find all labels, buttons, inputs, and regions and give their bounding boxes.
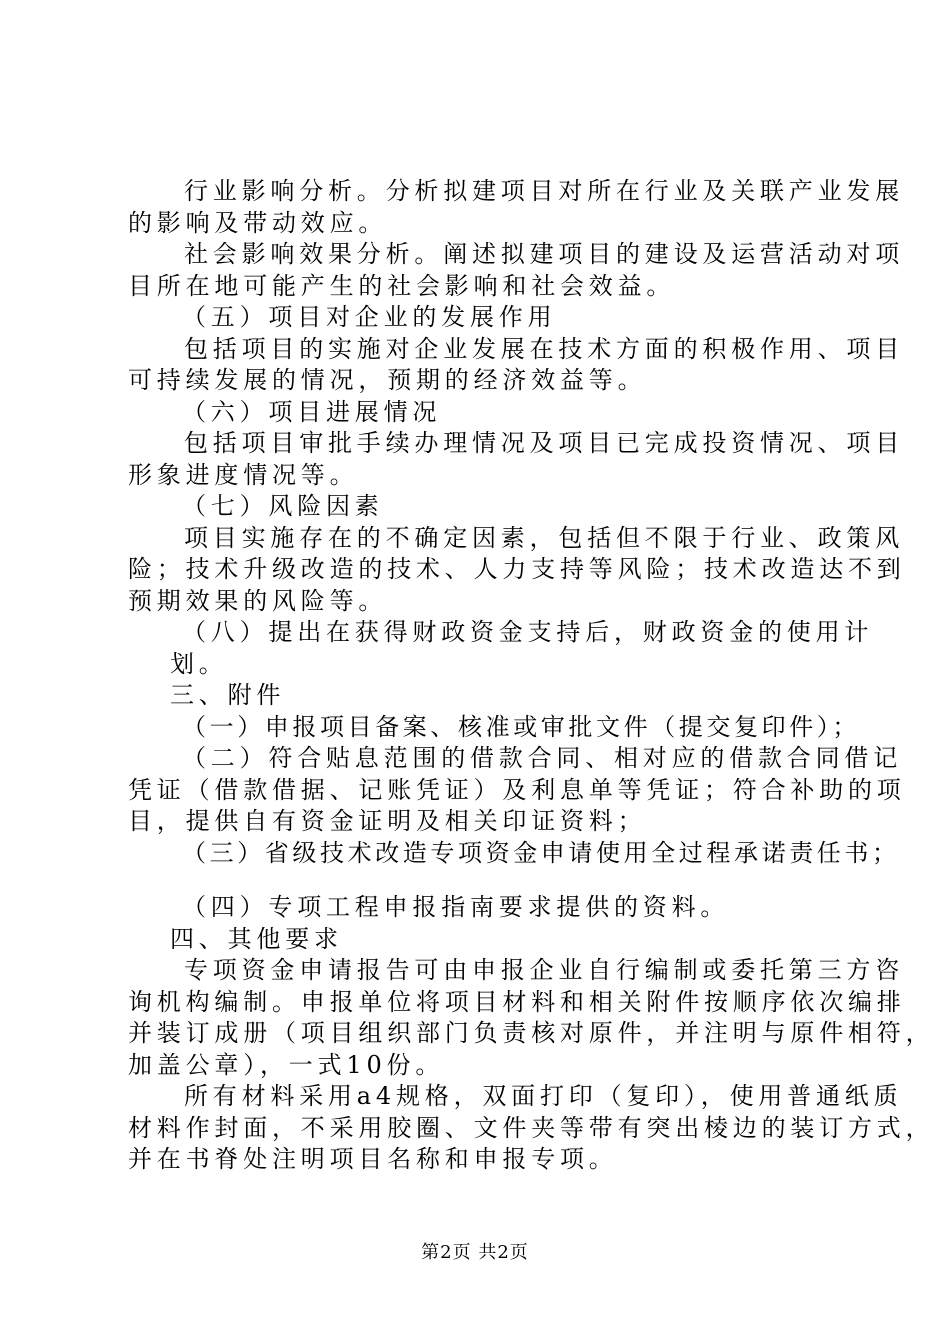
section-heading: （五）项目对企业的发展作用 bbox=[182, 303, 557, 331]
section-heading: 三、附件 bbox=[170, 681, 286, 709]
section-heading: （八）提出在获得财政资金支持后，财政资金的使用计 bbox=[182, 618, 874, 646]
paragraph-line: 社会影响效果分析。阐述拟建项目的建设及运营活动对项 bbox=[184, 240, 904, 268]
list-item: （三）省级技术改造专项资金申请使用全过程承诺责任书； bbox=[182, 838, 900, 867]
list-item: （四）专项工程申报指南要求提供的资料。 bbox=[182, 893, 730, 921]
section-heading: （七）风险因素 bbox=[182, 492, 384, 520]
paragraph-line: 目，提供自有资金证明及相关印证资料； bbox=[128, 807, 647, 835]
paragraph-line: 凭证（借款借据、记账凭证）及利息单等凭证；符合补助的项 bbox=[128, 775, 906, 804]
paragraph-line: 并在书脊处注明项目名称和申报专项。 bbox=[128, 1145, 618, 1173]
paragraph-line: 行业影响分析。分析拟建项目对所在行业及关联产业发展 bbox=[184, 177, 904, 205]
paragraph-line: 项目实施存在的不确定因素，包括但不限于行业、政策风 bbox=[184, 523, 904, 552]
paragraph-line: 材料作封面，不采用胶圈、文件夹等带有突出棱边的装订方式， bbox=[128, 1113, 935, 1142]
section-heading: 四、其他要求 bbox=[170, 924, 343, 953]
paragraph-line: 包括项目审批手续办理情况及项目已完成投资情况、项目 bbox=[184, 429, 904, 457]
paragraph-line: 可持续发展的情况，预期的经济效益等。 bbox=[128, 366, 647, 394]
section-heading: （六）项目进展情况 bbox=[182, 397, 442, 426]
paragraph-line: 询机构编制。申报单位将项目材料和相关附件按顺序依次编排 bbox=[128, 987, 906, 1016]
paragraph-line: 目所在地可能产生的社会影响和社会效益。 bbox=[128, 271, 676, 300]
page-number-footer: 第2页 共2页 bbox=[421, 1242, 529, 1263]
paragraph-line: 专项资金申请报告可由申报企业自行编制或委托第三方咨 bbox=[184, 956, 904, 984]
paragraph-line: 加盖公章），一式10份。 bbox=[128, 1050, 445, 1079]
paragraph-line: 的影响及带动效应。 bbox=[128, 208, 388, 237]
paragraph-line: 划。 bbox=[170, 649, 228, 678]
paragraph-line: 预期效果的风险等。 bbox=[128, 586, 388, 615]
paragraph-line: 险；技术升级改造的技术、人力支持等风险；技术改造达不到 bbox=[128, 555, 906, 583]
paragraph-line: 所有材料采用a4规格，双面打印（复印），使用普通纸质 bbox=[184, 1082, 903, 1110]
paragraph-line: 并装订成册（项目组织部门负责核对原件，并注明与原件相符， bbox=[128, 1019, 935, 1047]
paragraph-line: 形象进度情况等。 bbox=[128, 460, 359, 489]
document-body bbox=[128, 176, 935, 1176]
list-item: （一）申报项目备案、核准或审批文件（提交复印件）； bbox=[182, 712, 860, 741]
list-item: （二）符合贴息范围的借款合同、相对应的借款合同借记 bbox=[182, 744, 902, 772]
paragraph-gap bbox=[128, 869, 848, 892]
paragraph-line: 包括项目的实施对企业发展在技术方面的积极作用、项目 bbox=[184, 334, 904, 363]
